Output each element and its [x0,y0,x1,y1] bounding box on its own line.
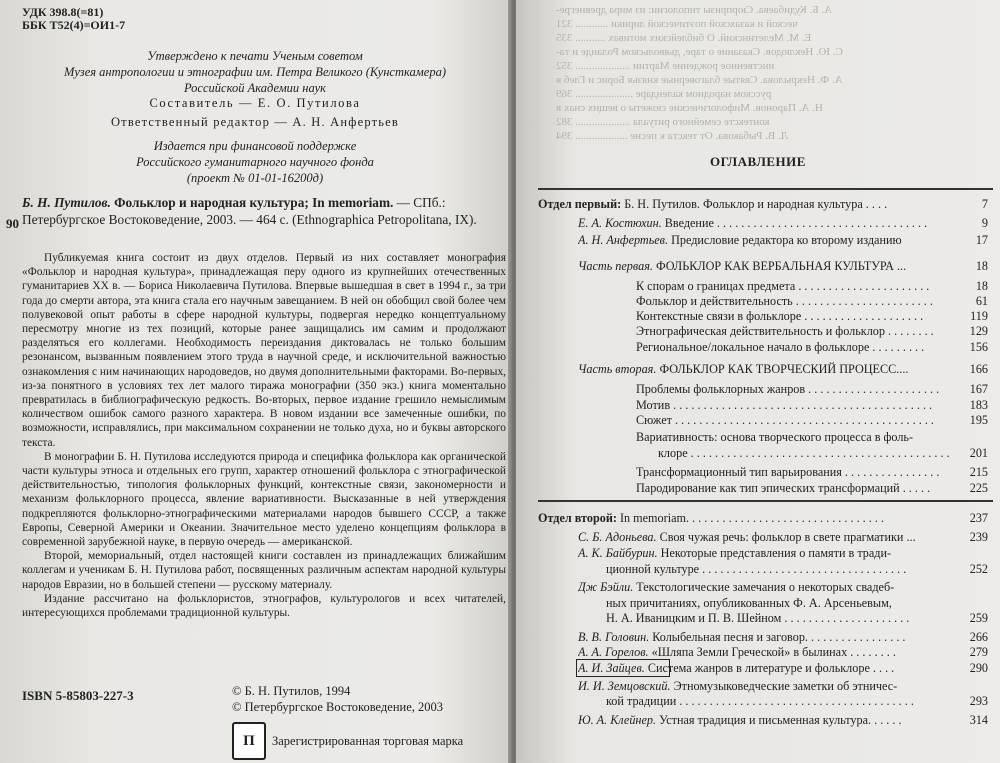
bleed-through-line: С. Ю. Неклюдов. Сказание о таре, дьявольском Роланде и та- [556,46,843,58]
toc-entry-text: Вариативность: основа творческого процесса в фоль- [636,430,914,444]
bleed-through-line: Е. М. Мелетинский. О библейских мотивах ........... 335 [556,32,812,44]
bleed-through-line: А. Б. Кудибаева. Сюрпризы типологии: из мира древнегре- [556,4,833,16]
toc-entry [516,530,1000,545]
toc-entry [516,465,1000,480]
toc-entry-text: Е. А. Костюхин. Введение . . . . . . . . . . . . . . . . . . . . . . . . . . . . . . . . . . . [578,216,928,230]
toc-entry-text: Региональное/локальное начало в фольклоре . . . . . . . . . [636,340,925,354]
biblio-author: Б. Н. Путилов. [22,195,111,210]
toc-page-number: 9 [981,216,988,230]
toc-entry-text: Ю. А. Клейнер. Устная традиция и письменная культура. . . . . . [578,713,902,727]
bleed-through-line: А. Ф. Некрылова. Святые благоверные князья Борис и Глеб в [556,74,843,86]
bleed-through-line: контексте семейного ритуала .................... 382 [556,116,770,128]
right-page [516,0,1000,763]
toc-page-number: 17 [975,233,988,247]
toc-entry [516,216,1000,231]
toc-page-number: 61 [975,294,988,308]
toc-entry [516,340,1000,355]
page-number: 90 [6,216,19,231]
annotation-paragraph: В монографии Б. Н. Путилова исследуются природа и специфика фольклора как органической части культуры этноса и отдельных его групп, характер отношений фольклора с этнографической действительностью, типология фольклорных функций, контекстные связи, закономерности и механизм фольклорного процесса, явление вариативности. Высказанные в ней утверждения подкрепляются фольклорно-этнографическими материалами народов бывшего СССР, а также Европы, Северной Америки и Океании. Значительное место уделено концепциям фольклора в современной зарубежной науке, в первую очередь — американской. [22,450,506,549]
toc-entry [516,481,1000,496]
toc-entry [516,430,1000,445]
bleed-through-line: инственное рождение Мартии .................... 352 [556,60,775,72]
funding-line: Издается при финансовой поддержке [153,139,357,153]
bleed-through-line: ческой и казахской поэтической лирики ............ 321 [556,18,798,30]
annotation-paragraph: Второй, мемориальный, отдел настоящей книги составлен из принадлежащих ближайшим коллегам и ученикам Б. Н. Путилова работ, посвященных различным аспектам народной культуры народов Евразии, но в большей степени — русскому материалу. [22,550,506,591]
toc-entry-text: Контекстные связи в фольклоре . . . . . . . . . . . . . . . . . . . . [636,309,924,323]
toc-page-number: 279 [969,645,988,659]
bleed-through-text [556,0,996,145]
udc-code: УДК 398.8(=81) [22,5,104,19]
publisher-logo-icon: П [232,722,266,760]
isbn: ISBN 5-85803-227-3 [22,688,134,703]
toc-entry-text: С. Б. Адоньева. Своя чужая речь: фольклор в свете прагматики ... [578,530,916,544]
biblio-details: — СПб.: Петербургское Востоковедение, 2003. — 464 с. (Ethnographica Petropolitana, IX). [22,195,477,227]
toc-entry [516,562,1000,577]
toc-entry [516,309,1000,324]
toc-entry [516,259,1000,274]
toc-entry-text: Часть вторая. ФОЛЬКЛОР КАК ТВОРЧЕСКИЙ ПРОЦЕСС.... [578,362,909,376]
funding-line: Российского гуманитарного научного фонда [136,155,374,169]
annotation-text [22,251,506,620]
toc-entry [516,679,1000,694]
toc-page-number: 259 [969,611,988,625]
bleed-through-line: Н. А. Паронов. Мифологические сюжеты о вещих снах в [556,102,823,114]
toc-page-number: 119 [970,309,988,323]
toc-entry-text: А. А. Горелов. «Шляпа Земли Греческой» в былинах . . . . . . . . [578,645,896,659]
funding-statement [40,138,470,186]
trademark-text: Зарегистрированная торговая марка [272,733,464,748]
toc-page-number: 266 [969,630,988,644]
toc-entry [516,382,1000,397]
toc-page-number: 252 [969,562,988,576]
toc-entry-text: К спорам о границах предмета . . . . . . . . . . . . . . . . . . . . . . [636,279,930,293]
toc-entry-text: ционной культуре . . . . . . . . . . . . . . . . . . . . . . . . . . . . . . . . . . [606,562,907,576]
toc-page-number: 195 [969,413,988,427]
toc-entry-text: А. К. Байбурин. Некоторые представления о памяти в тради- [578,546,892,560]
toc-entry-text: А. И. Зайцев. Система жанров в литературе и фольклоре . . . . [578,661,895,675]
toc-entry [516,279,1000,294]
bibliographic-entry [22,194,506,228]
toc-entry-text: Фольклор и действительность . . . . . . . . . . . . . . . . . . . . . . . [636,294,933,308]
entry-highlight-box [576,659,670,677]
toc-page-number: 18 [975,259,988,273]
toc-page-number: 129 [969,324,988,338]
toc-entry-text: Отдел второй: In memoriam. . . . . . . . . . . . . . . . . . . . . . . . . . . . . . . . . [538,511,885,525]
biblio-title: Фольклор и народная культура; In memoriam. [114,195,394,210]
toc-page-number: 201 [969,446,988,460]
toc-entry-text: А. Н. Анфертьев. Предисловие редактора ко второму изданию [578,233,902,247]
toc-entry-text: Отдел первый: Б. Н. Путилов. Фольклор и народная культура . . . . [538,197,888,211]
toc-entry [516,324,1000,339]
funding-line: (проект № 01-01-16200д) [186,171,324,185]
toc-page-number: 314 [969,713,988,727]
toc-entry-text: Трансформационный тип варьирования . . . . . . . . . . . . . . . . [636,465,940,479]
toc-entry-text: ных причитаниях, опубликованных Ф. А. Арсеньевым, [606,596,892,610]
toc-entry [516,596,1000,611]
compiler-line: Составитель — Е. О. Путилова [149,96,361,110]
toc-page-number: 166 [969,362,988,376]
toc-page-number: 237 [969,511,988,525]
toc-entry-text: В. В. Головин. Колыбельная песня и заговор. . . . . . . . . . . . . . . . . [578,630,906,644]
bbk-code: ББК Т52(4)=ОИ1-7 [22,18,126,32]
classification-codes [22,6,125,32]
toc-entry [516,645,1000,660]
toc-entry [516,233,1000,248]
toc-page-number: 239 [969,530,988,544]
toc-entry-text: И. И. Земцовский. Этномузыковедческие заметки об этничес- [578,679,898,693]
toc-page-number: 156 [969,340,988,354]
toc-entry [516,713,1000,728]
toc-entry-text: Сюжет . . . . . . . . . . . . . . . . . . . . . . . . . . . . . . . . . . . . . . . . . . . [636,413,934,427]
toc-rule [538,500,993,502]
toc-entry [516,630,1000,645]
bleed-through-line: русском народном календаре ..................... 369 [556,88,772,100]
toc-entry [516,580,1000,595]
trademark-block [232,722,463,760]
annotation-paragraph: Публикуемая книга состоит из двух отделов. Первый из них составляет монография «Фольклор и народная культура», принадлежащая перу одного из крупнейших отечественных гуманитариев XX в. — Бориса Николаевича Путилова. Впервые вышедшая в свет в 1994 г., за три года до смерти автора, эта книга стала его научным завещанием. В ней он обобщил свой более чем полувековой опыт работы в сфере народной культуры, подвергая нередко концептуальному пересмотру многие из тех позиций, которые ранее защищались им самим и продолжают разделяться его коллегами. Необходимость переиздания диктовалась не только большим резонансом, вызванным появлением этого труда в научной среде, и исключительной важностью ознакомления с ним начинающих народоведов, но двумя дополнительными факторами. Во-первых, из-за понятного в условиях тех лет малого тиража монографии (350 экз.) книга моментально превратилась в библиографическую редкость. Во-вторых, первое издание грешило немыслимым количеством ошибок самого разного характера. В новом издании все замеченные ошибки, по возможности, исправлялись, при максимальном сохранении не только духа, но и буквы авторского текста. [22,252,506,449]
toc-entry-text: Пародирование как тип эпических трансформаций . . . . . [636,481,931,495]
toc-entry-text: Н. А. Иваницким и П. В. Шейном . . . . . . . . . . . . . . . . . . . . . [606,611,910,625]
toc-entry [516,362,1000,377]
toc-page-number: 18 [975,279,988,293]
toc-page-number: 290 [969,661,988,675]
toc-page-number: 215 [969,465,988,479]
toc-entry [516,694,1000,709]
copyright-line: © Б. Н. Путилов, 1994 [232,684,351,698]
editor-line: Ответственный редактор — А. Н. Анфертьев [110,115,400,129]
toc-entry-text: Этнографическая действительность и фольклор . . . . . . . . [636,324,934,338]
toc-entry [516,446,1000,461]
bleed-through-line: Л. В. Рыбакова. От текста к песне ................... 394 [556,130,789,142]
toc-entry-text: Проблемы фольклорных жанров . . . . . . . . . . . . . . . . . . . . . . [636,382,940,396]
toc-entry-text: клоре . . . . . . . . . . . . . . . . . . . . . . . . . . . . . . . . . . . . . . . . . . . [658,446,950,460]
approval-line: Российской Академии наук [184,81,326,95]
toc-entry [516,511,1000,526]
toc-page-number: 225 [969,481,988,495]
approval-line: Музея антропологии и этнографии им. Петра Великого (Кунсткамера) [64,65,446,79]
toc-page-number: 7 [981,197,988,211]
annotation-paragraph: Издание рассчитано на фольклористов, этнографов, культурологов и всех читателей, интересующихся проблемами традиционной культуры. [22,592,506,620]
toc-page-number: 293 [969,694,988,708]
toc-page-number: 183 [969,398,988,412]
toc-entry-text: Часть первая. ФОЛЬКЛОР КАК ВЕРБАЛЬНАЯ КУЛЬТУРА ... [578,259,907,273]
toc-entry-text: Дж Бэйли. Текстологические замечания о некоторых свадеб- [578,580,895,594]
toc-entry-text: кой традиции . . . . . . . . . . . . . . . . . . . . . . . . . . . . . . . . . . . . . . . [606,694,914,708]
toc-entry [516,398,1000,413]
toc-page-number: 167 [969,382,988,396]
toc-entry [516,546,1000,561]
toc-entry-text: Мотив . . . . . . . . . . . . . . . . . . . . . . . . . . . . . . . . . . . . . . . . . . . [636,398,933,412]
approval-statement [40,48,470,96]
toc-entry [516,197,1000,212]
copyright-line: © Петербургское Востоковедение, 2003 [232,700,444,714]
toc-rule [538,188,993,190]
toc-entry [516,611,1000,626]
toc-entry [516,413,1000,428]
toc-entry [516,294,1000,309]
toc-title: ОГЛАВЛЕНИЕ [710,154,806,169]
approval-line: Утверждено к печати Ученым советом [147,49,363,63]
copyright-block [232,683,443,715]
